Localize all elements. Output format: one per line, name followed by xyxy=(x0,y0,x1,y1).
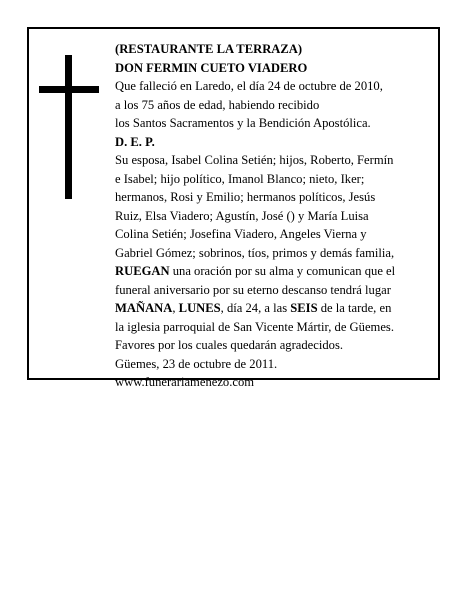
manana-word: MAÑANA xyxy=(115,301,173,315)
church-line: la iglesia parroquial de San Vicente Mártir, de Güemes. xyxy=(115,319,394,334)
family-line: Su esposa, Isabel Colina Setién; hijos, Roberto, Fermín xyxy=(115,153,394,167)
place-date-line: Güemes, 23 de octubre de 2011. xyxy=(115,356,278,371)
date-end-text: de la tarde, en xyxy=(317,301,392,315)
website-line: www.funerariamenezo.com xyxy=(115,375,255,389)
funeral-date-line xyxy=(115,299,433,318)
ruegan-line xyxy=(115,262,433,281)
restaurant-line: (RESTAURANTE LA TERRAZA) xyxy=(115,42,303,56)
cross-icon xyxy=(39,55,99,199)
family-line: Colina Setién; Josefina Viadero, Angeles Vierna y xyxy=(115,227,367,241)
comma-separator: , xyxy=(172,301,179,315)
seis-word: SEIS xyxy=(290,301,318,315)
notice-text xyxy=(115,40,433,392)
obituary-notice xyxy=(27,27,440,389)
death-line: los Santos Sacramentos y la Bendición Apostólica. xyxy=(115,116,371,130)
ruegan-text: una oración por su alma y comunican que el xyxy=(169,264,396,278)
death-line: Que falleció en Laredo, el día 24 de octubre de 2010, xyxy=(115,79,383,93)
thanks-line: Favores por los cuales quedarán agradecidos. xyxy=(115,338,344,352)
lunes-word: LUNES xyxy=(178,301,221,315)
death-line: a los 75 años de edad, habiendo recibido xyxy=(115,97,320,112)
family-line: Gabriel Gómez; sobrinos, tíos, primos y demás familia, xyxy=(115,245,395,260)
cross-horizontal-bar xyxy=(39,86,99,93)
date-middle-text: , día 24, a las xyxy=(220,301,291,315)
funeral-line: funeral aniversario por su eterno descanso tendrá lugar xyxy=(115,282,391,297)
family-line: Ruiz, Elsa Viadero; Agustín, José () y María Luisa xyxy=(115,208,369,223)
ruegan-word: RUEGAN xyxy=(115,264,170,278)
dep-line: D. E. P. xyxy=(115,134,155,149)
cross-vertical-bar xyxy=(65,55,72,199)
deceased-name: DON FERMIN CUETO VIADERO xyxy=(115,60,308,75)
family-line: hermanos, Rosi y Emilio; hermanos políticos, Jesús xyxy=(115,190,376,204)
family-line: e Isabel; hijo político, Imanol Blanco; nieto, Iker; xyxy=(115,171,365,186)
